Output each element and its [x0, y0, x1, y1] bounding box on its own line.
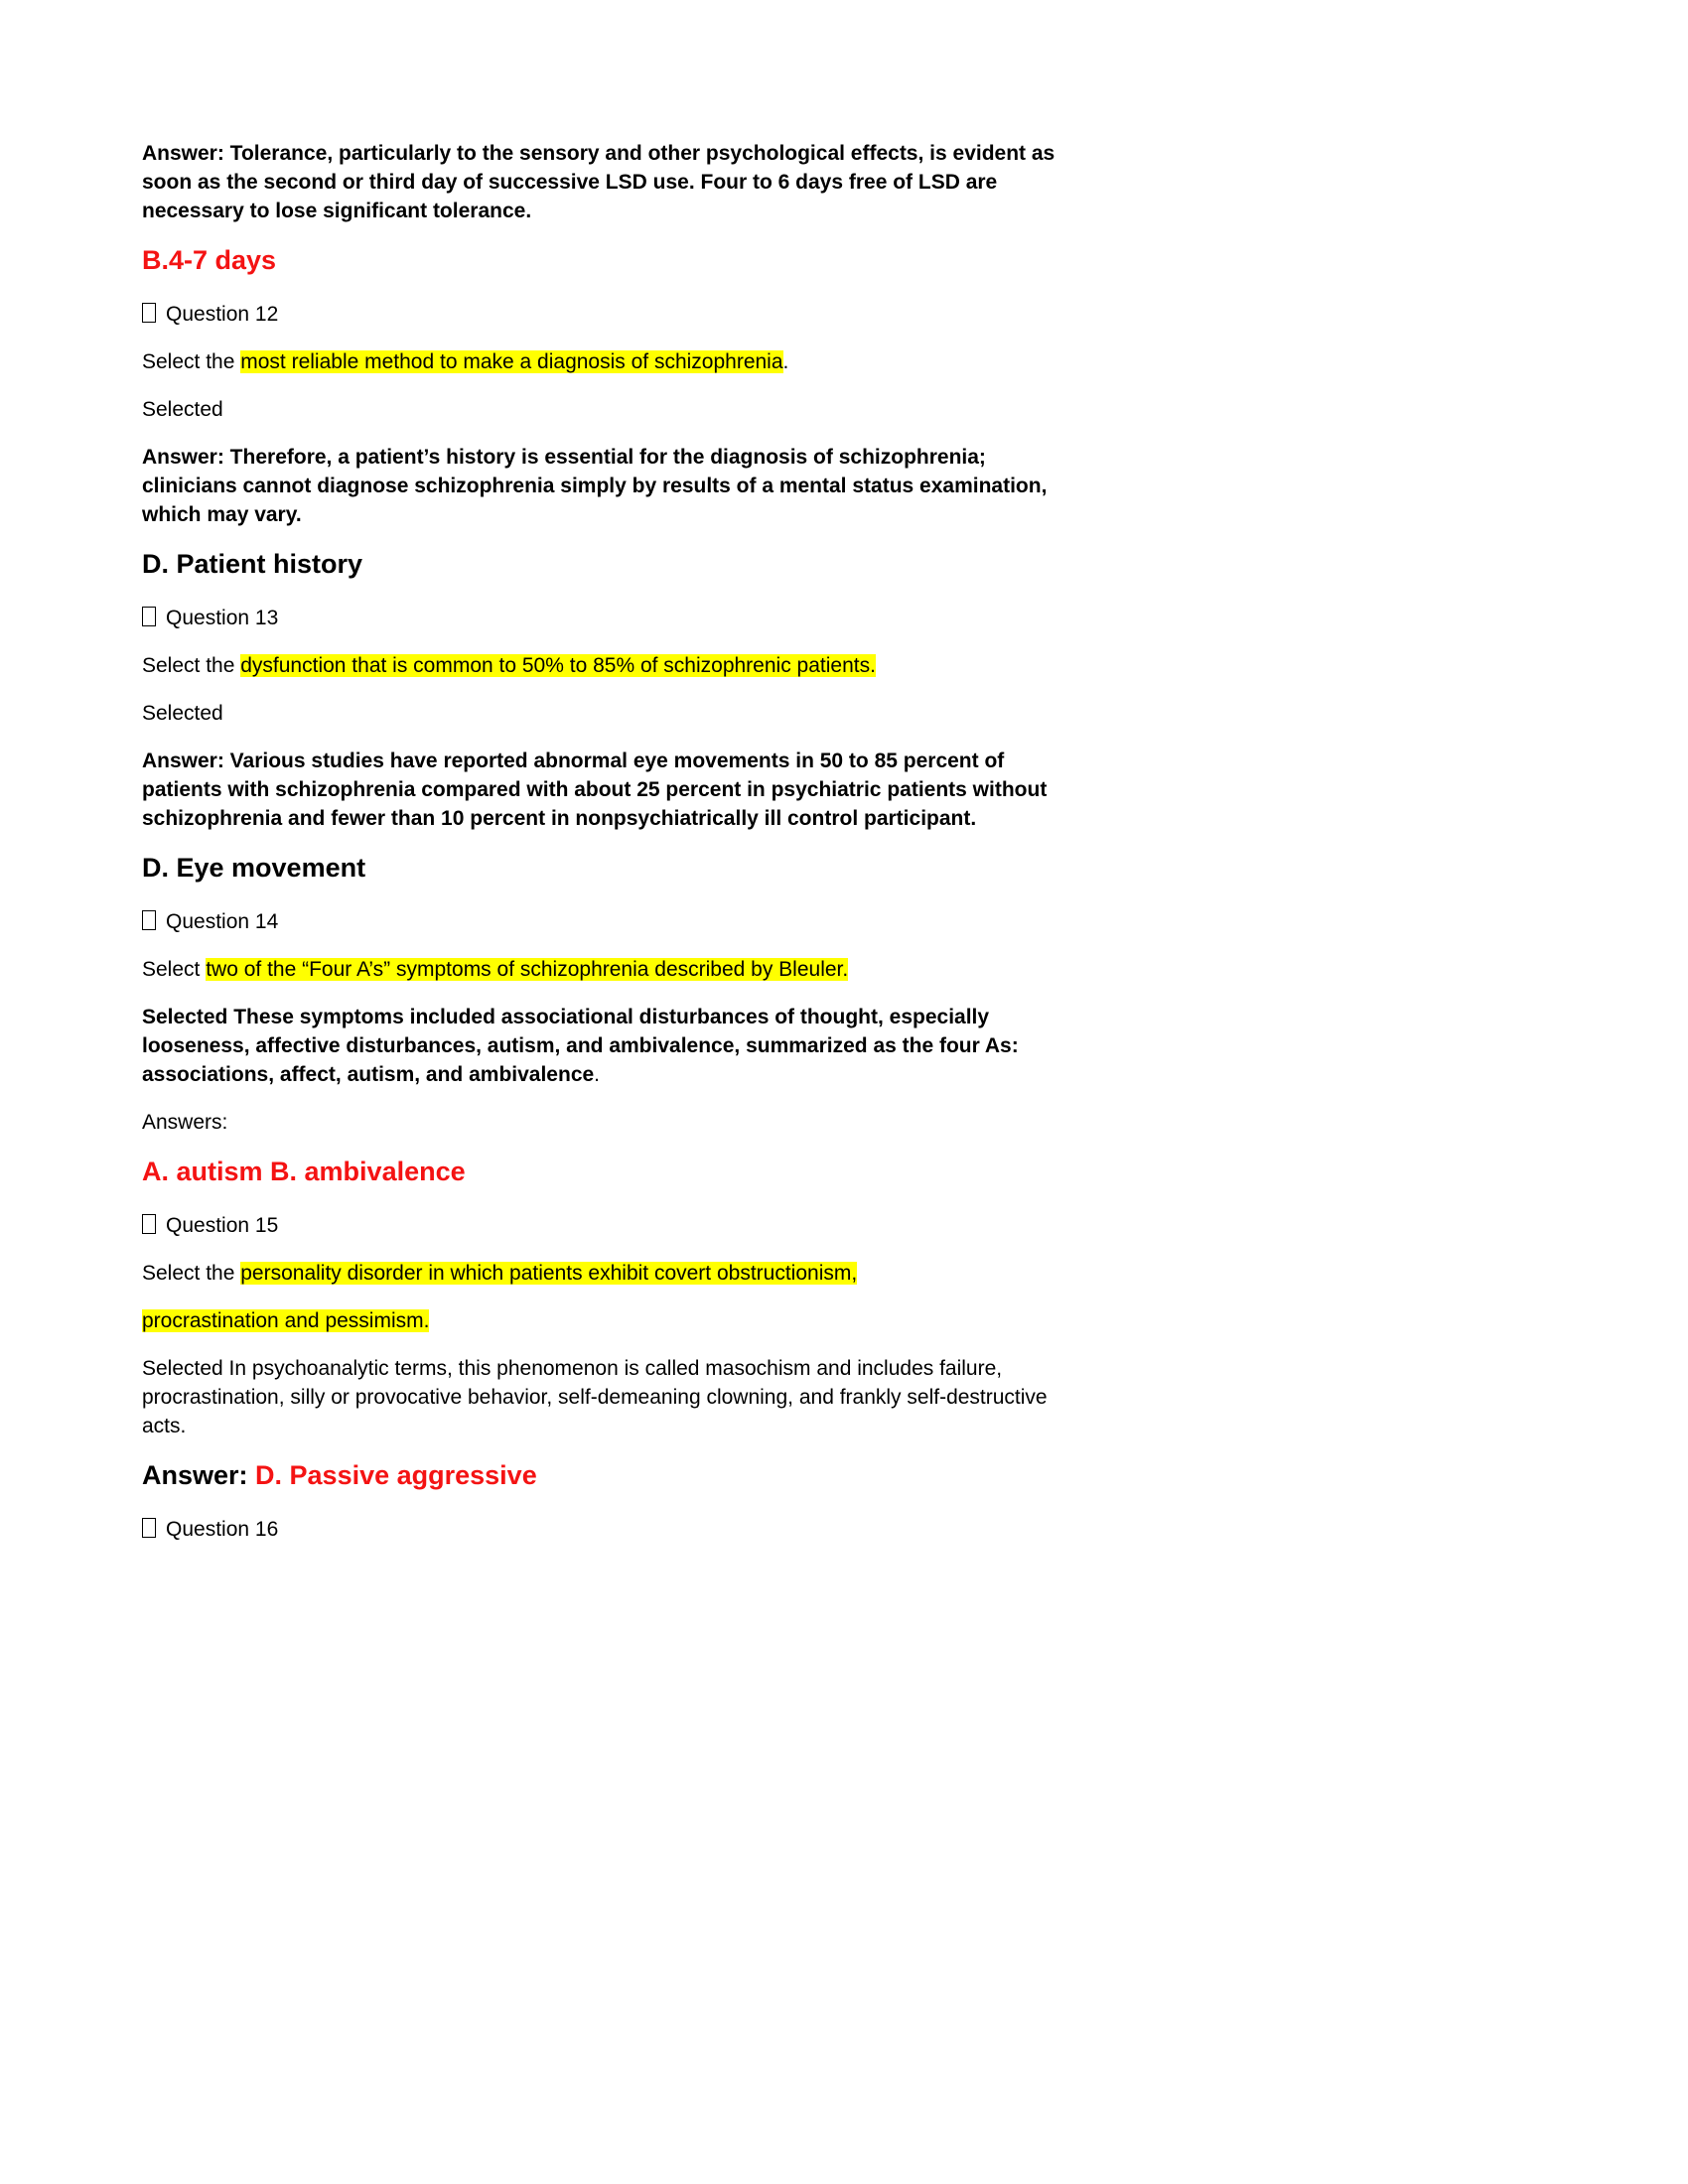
question-16-label: Question 16 — [166, 1518, 279, 1541]
sentence-period: . — [594, 1063, 601, 1086]
question-15-line — [142, 1211, 1057, 1240]
prompt-suffix: . — [782, 350, 789, 373]
question-14-line — [142, 907, 1057, 936]
answer-heading-q15 — [142, 1459, 1057, 1492]
question-13-line — [142, 604, 1057, 632]
question-16-line — [142, 1515, 1057, 1544]
highlighted-text: personality disorder in which patients exhibit covert obstructionism, — [240, 1262, 858, 1285]
selected-bold-text: Selected These symptoms included associational disturbances of thought, especially looseness, affective disturbances, autism, and ambivalence, summarized as the four As: associations, affect, autism, and ambivalence — [142, 1006, 1019, 1086]
question-12-line — [142, 300, 1057, 329]
prompt-prefix: Select the — [142, 654, 241, 677]
question-15-prompt-continued — [142, 1306, 1057, 1335]
selected-explanation-q15: Selected In psychoanalytic terms, this phenomenon is called masochism and includes failure, procrastination, silly or provocative behavior, self-demeaning clowning, and frankly self-destructive acts. — [142, 1357, 1048, 1437]
answer-explanation-q11: Answer: Tolerance, particularly to the sensory and other psychological effects, is evident as soon as the second or third day of successive LSD use. Four to 6 days free of LSD are necessary to lose significant tolerance. — [142, 142, 1055, 222]
answers-label: Answers: — [142, 1111, 228, 1134]
selected-label-q12: Selected — [142, 398, 223, 421]
answer-choice-heading-q14: A. autism B. ambivalence — [142, 1157, 466, 1186]
prompt-prefix: Select the — [142, 350, 241, 373]
highlighted-text: procrastination and pessimism. — [142, 1309, 430, 1332]
answer-choice-heading-q12: D. Patient history — [142, 549, 363, 579]
question-15-prompt — [142, 1259, 1057, 1288]
selected-label-q13: Selected — [142, 702, 223, 725]
answer-explanation-q12: Answer: Therefore, a patient’s history is essential for the diagnosis of schizophrenia; clinicians cannot diagnose schizophrenia simply by results of a mental status examination, which may vary. — [142, 446, 1048, 526]
missing-glyph-icon — [142, 910, 156, 930]
missing-glyph-icon — [142, 303, 156, 323]
prompt-prefix: Select — [142, 958, 207, 981]
question-14-prompt — [142, 955, 1057, 984]
answer-label: Answer: — [142, 1460, 256, 1490]
missing-glyph-icon — [142, 1518, 156, 1538]
question-15-label: Question 15 — [166, 1214, 279, 1237]
missing-glyph-icon — [142, 607, 156, 626]
highlighted-text: two of the “Four A’s” symptoms of schizophrenia described by Bleuler. — [206, 958, 849, 981]
answer-choice-heading-q13: D. Eye movement — [142, 853, 366, 883]
highlighted-text: most reliable method to make a diagnosis of schizophrenia — [240, 350, 783, 373]
question-12-prompt — [142, 347, 1057, 376]
question-12-label: Question 12 — [166, 303, 279, 326]
answer-explanation-q13: Answer: Various studies have reported abnormal eye movements in 50 to 85 percent of patients with schizophrenia compared with about 25 percent in psychiatric patients without schizophrenia and fewer than 10 percent in nonpsychiatrically ill control participant. — [142, 750, 1048, 830]
answer-choice-heading-q11: B.4-7 days — [142, 245, 277, 275]
question-13-prompt — [142, 651, 1057, 680]
document-content — [142, 139, 1057, 1544]
question-14-label: Question 14 — [166, 910, 279, 933]
question-13-label: Question 13 — [166, 607, 279, 629]
answer-value: D. Passive aggressive — [255, 1460, 537, 1490]
selected-explanation-q14 — [142, 1003, 1057, 1089]
missing-glyph-icon — [142, 1214, 156, 1234]
highlighted-text: dysfunction that is common to 50% to 85% of schizophrenic patients. — [240, 654, 876, 677]
prompt-prefix: Select the — [142, 1262, 241, 1285]
